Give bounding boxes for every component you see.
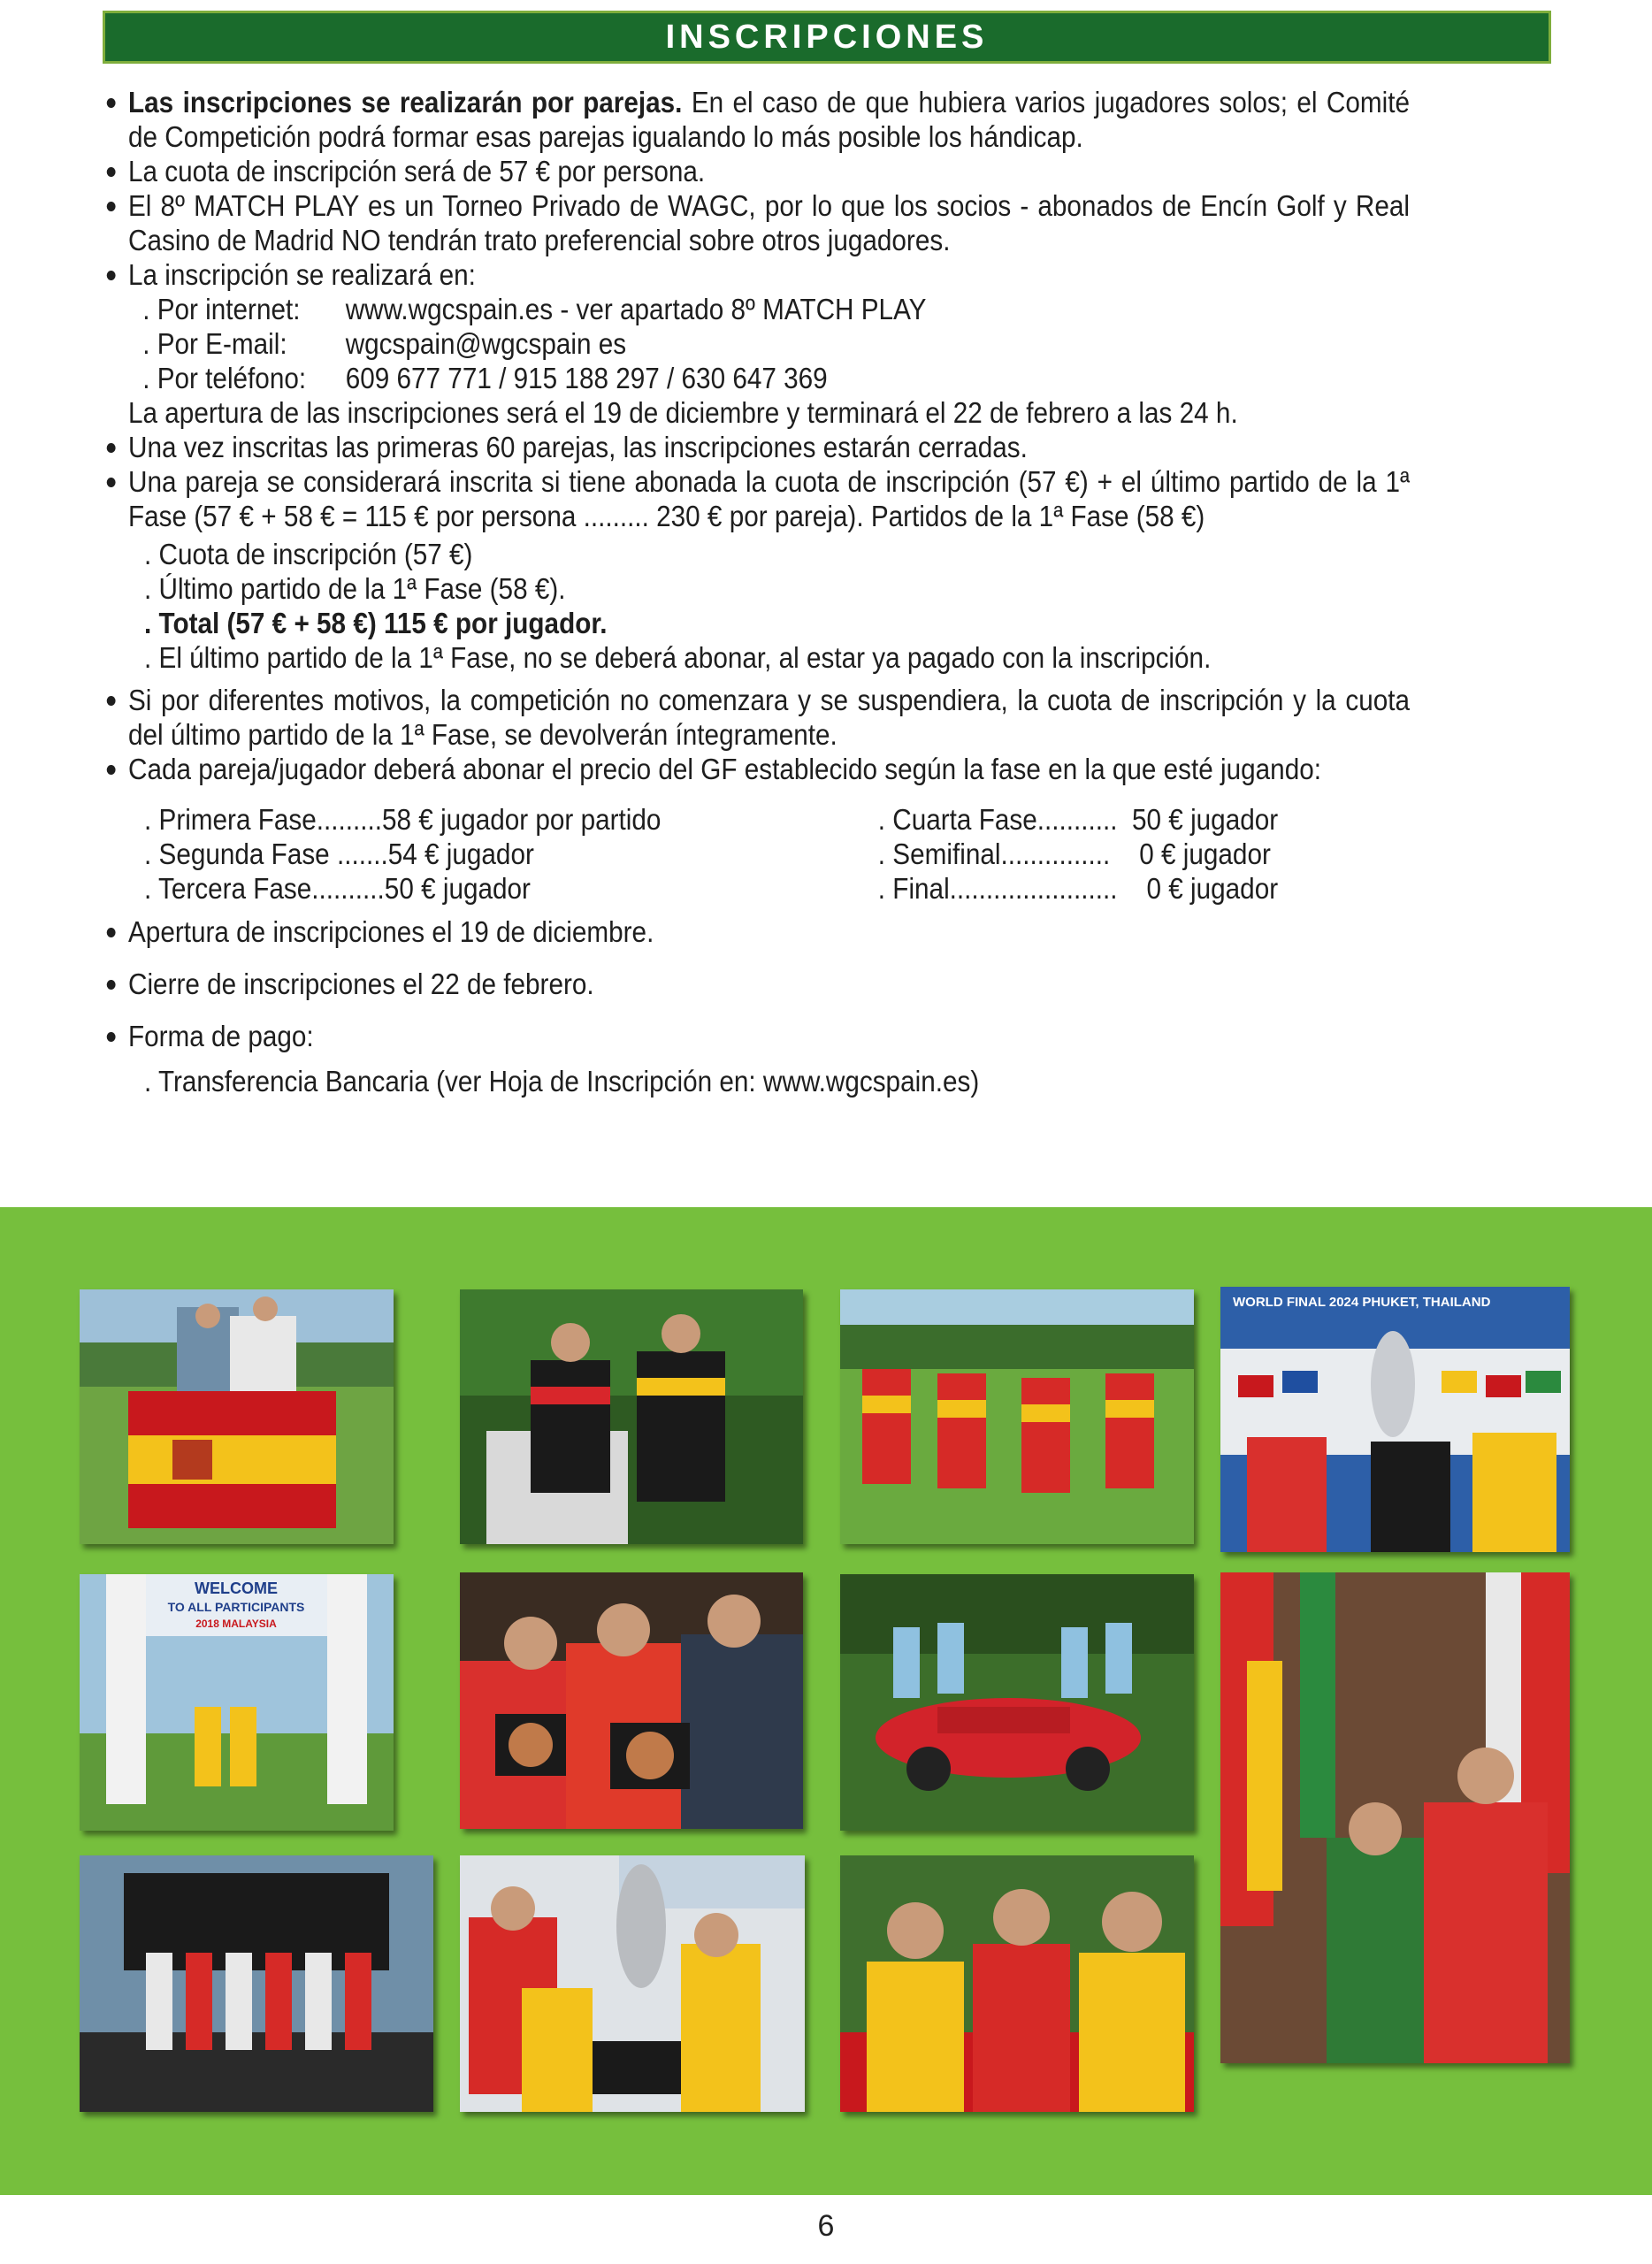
photo-welcome-arch bbox=[80, 1574, 394, 1831]
fee-column-left bbox=[144, 802, 878, 906]
photo-flag-couple-image bbox=[80, 1289, 394, 1544]
photo-welcome-arch-image bbox=[80, 1574, 394, 1831]
banner-participants: TO ALL PARTICIPANTS bbox=[167, 1600, 305, 1614]
list-item: Una pareja se considerará inscrita si tiene abonada la cuota de inscripción (57 €) + el último partido de la 1ª Fase (57 € + 58 € = 115 € por persona ......... 230 € por pareja). Partidos de la 1ª Fase (58 €) bbox=[104, 464, 1410, 533]
green-fee-table bbox=[104, 802, 1410, 906]
photo-world-final-image bbox=[1220, 1287, 1570, 1552]
fee-row: . Semifinal............... 0 € jugador bbox=[877, 838, 1271, 870]
phone-numbers: 609 677 771 / 915 188 297 / 630 647 369 bbox=[345, 362, 828, 394]
fee-row: . Primera Fase......... 58 € jugador por partido bbox=[144, 803, 662, 836]
list-item: Las inscripciones se realizarán por parejas. En el caso de que hubiera varios jugadores solos; el Comité de Competición podrá formar esas parejas igualando lo más posible los hándicap. bbox=[104, 85, 1410, 154]
footer-line bbox=[0, 2193, 1652, 2195]
fee-total: . Total (57 € + 58 €) 115 € por jugador. bbox=[144, 607, 608, 639]
list-item: Apertura de inscripciones el 19 de diciembre. bbox=[104, 914, 1410, 949]
section-title: INSCRIPCIONES bbox=[665, 18, 989, 56]
photo-team-green bbox=[840, 1289, 1194, 1544]
photo-flag-ceremony bbox=[1220, 1572, 1570, 2063]
photo-three-players bbox=[840, 1855, 1194, 2112]
list-item: Cierre de inscripciones el 22 de febrero. bbox=[104, 967, 1410, 1001]
fee-breakdown bbox=[104, 537, 1410, 675]
fee-row: . Final....................... 0 € jugador bbox=[877, 872, 1279, 905]
banner-year: 2018 MALAYSIA bbox=[195, 1618, 277, 1630]
website-link[interactable]: www.wgcspain.es - ver apartado 8º MATCH PLAY bbox=[345, 293, 927, 325]
photo-three-players-image bbox=[840, 1855, 1194, 2112]
fee-row: . Segunda Fase ....... 54 € jugador bbox=[144, 838, 534, 870]
photo-world-final-2024 bbox=[1220, 1287, 1570, 1552]
list-item: Cada pareja/jugador deberá abonar el precio del GF establecido según la fase en la que esté jugando: bbox=[104, 752, 1410, 786]
photo-golf-cart bbox=[460, 1289, 803, 1544]
banner-welcome: WELCOME bbox=[195, 1579, 278, 1597]
photo-team-stage bbox=[80, 1855, 433, 2112]
photo-team-stage-image bbox=[80, 1855, 433, 2112]
payment-method: . Transferencia Bancaria (ver Hoja de Inscripción en: www.wgcspain.es) bbox=[144, 1065, 980, 1098]
photo-flag-ceremony-image bbox=[1220, 1572, 1570, 2063]
fee-row: . Cuarta Fase........... 50 € jugador bbox=[877, 803, 1279, 836]
photo-trophies-yellow-image bbox=[460, 1855, 805, 2112]
contact-row: . Por E-mail: wgcspain@wgcspain es bbox=[142, 327, 627, 360]
opening-note: La apertura de las inscripciones será el 19 de diciembre y terminará el 22 de febrero a las 24 h. bbox=[128, 396, 1238, 429]
photo-team-green-image bbox=[840, 1289, 1194, 1544]
list-item: La cuota de inscripción será de 57 € por persona. bbox=[104, 154, 1410, 188]
photo-flag-couple bbox=[80, 1289, 394, 1544]
section-header bbox=[103, 11, 1551, 64]
list-item: Si por diferentes motivos, la competición no comenzara y se suspendiera, la cuota de inscripción y la cuota del último partido de la 1ª Fase, se devolverán íntegramente. bbox=[104, 683, 1410, 752]
photo-trophy-winners bbox=[460, 1572, 803, 1829]
contact-row: . Por internet: www.wgcspain.es - ver apartado 8º MATCH PLAY bbox=[142, 293, 927, 325]
list-item: Una vez inscritas las primeras 60 parejas, las inscripciones estarán cerradas. bbox=[104, 430, 1410, 464]
list-item: Forma de pago: bbox=[104, 1019, 1410, 1053]
registration-content bbox=[104, 85, 1410, 1098]
fee-line: . Último partido de la 1ª Fase (58 €). bbox=[144, 572, 566, 605]
contact-row: . Por teléfono: 609 677 771 / 915 188 297 / 630 647 369 bbox=[142, 362, 828, 394]
photo-red-car bbox=[840, 1574, 1194, 1831]
page-number: 6 bbox=[817, 2209, 835, 2243]
fee-line: . El último partido de la 1ª Fase, no se deberá abonar, al estar ya pagado con la inscripción. bbox=[144, 641, 1212, 674]
list-item: La inscripción se realizará en: bbox=[104, 257, 1410, 292]
photo-caption: WORLD FINAL 2024 PHUKET, THAILAND bbox=[1233, 1295, 1491, 1310]
photo-golf-cart-image bbox=[460, 1289, 803, 1544]
email-link[interactable]: wgcspain@wgcspain es bbox=[345, 327, 627, 360]
photo-trophy-winners-image bbox=[460, 1572, 803, 1829]
fee-line: . Cuota de inscripción (57 €) bbox=[144, 538, 473, 570]
photo-red-car-image bbox=[840, 1574, 1194, 1831]
fee-column-right bbox=[878, 802, 1278, 906]
photo-trophies-yellow bbox=[460, 1855, 805, 2112]
fee-row: . Tercera Fase.......... 50 € jugador bbox=[144, 872, 531, 905]
list-item: El 8º MATCH PLAY es un Torneo Privado de WAGC, por lo que los socios - abonados de Encín Golf y Real Casino de Madrid NO tendrán trato preferencial sobre otros jugadores. bbox=[104, 188, 1410, 257]
contact-list bbox=[80, 292, 1410, 395]
